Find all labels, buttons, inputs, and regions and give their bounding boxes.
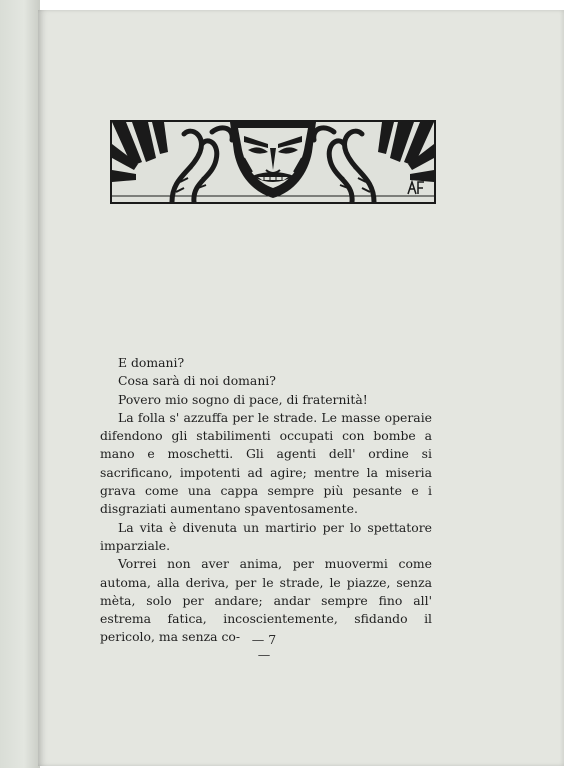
- paragraph: Vorrei non aver anima, per muovermi come automa, alla deriva, per le strade, le piazze, senza mèta, solo per andare; andar sempre fino all' estrema fatica, incoscientemente, sfidando il pericolo, ma senza co-: [100, 556, 432, 645]
- body-text: [100, 354, 432, 647]
- paragraph: Cosa sarà di noi domani?: [118, 373, 276, 389]
- artist-monogram: [408, 182, 424, 194]
- facing-page-edge: [0, 0, 40, 768]
- woodcut-illustration: [110, 120, 436, 204]
- paragraph: La folla s' azzuffa per le strade. Le masse operaie difendono gli stabilimenti occupati con bombe a mano e moschetti. Gli agenti dell' ordine si sacrificano, impotenti ad agire; mentre la miseria grava come una cappa sempre più pesante e i disgraziati aumentano spaventosamente.: [100, 409, 432, 517]
- paragraph: Povero mio sogno di pace, di fraternità!: [118, 391, 368, 407]
- paragraph: La vita è divenuta un martirio per lo spettatore imparziale.: [100, 519, 432, 553]
- paragraph: E domani?: [118, 355, 185, 370]
- page-number: — 7 —: [251, 632, 277, 662]
